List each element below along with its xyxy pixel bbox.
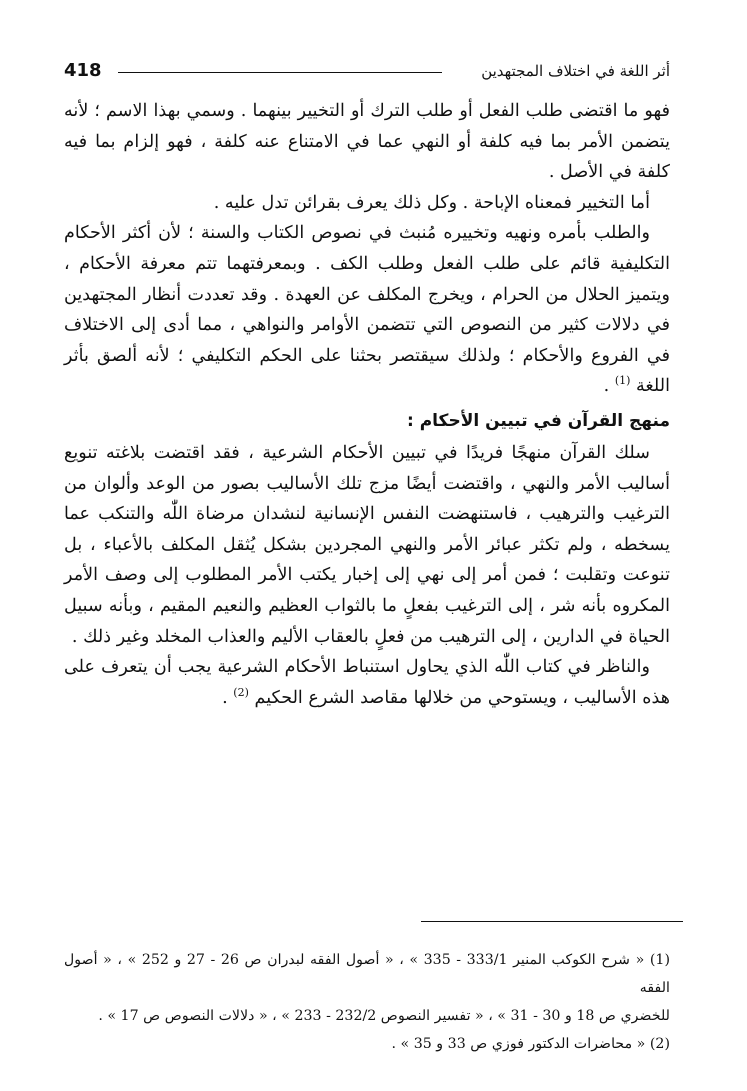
footnotes xyxy=(64,946,670,1058)
paragraph-4-text: سلك القرآن منهجًا فريدًا في تبيين الأحكام الشرعية ، فقد اقتضت بلاغته تنويع أساليب الأمر والنهي ، واقتضت أيضًا مزج تلك الأساليب بصور من الوعد وألوان من الترغيب والترهيب ، فاستنهضت النفس الإنسانية لنشدان مرضاة اللّٰه والتنكب عما يسخطه ، ولم تكثر عبائر الأمر والنهي المجردين بشكل يُثقل المكلف بالأعباء ، بل تنوعت وتقلبت ؛ فمن أمر إلى نهي إلى إخبار يكتب الأمر المطلوب إلى وصف الأمر المكروه بأنه شر ، إلى الترغيب بفعلٍ ما بالثواب العظيم والنعيم المقيم ، وبأنه سبيل الحياة في الدارين ، إلى الترهيب من فعلٍ بالعقاب الأليم والعذاب المخلد وغير ذلك . xyxy=(64,442,670,647)
footnote-1-line-1: (1) « شرح الكوكب المنير 333/1 - 335 » ، « أصول الفقه لبدران ص 26 - 27 و 252 » ، « أصول الفقه xyxy=(64,952,670,996)
body-text xyxy=(64,96,670,713)
header-rule xyxy=(118,72,442,73)
paragraph-3-end: . xyxy=(603,376,615,397)
paragraph-3-text: والطلب بأمره ونهيه وتخييره مُنبث في نصوص الكتاب والسنة ؛ لأن أكثر الأحكام التكليفية قائم على طلب الفعل وطلب الكف . وبمعرفتهما تتم معرفة الأحكام ، ويتميز الحلال من الحرام ، ويخرج المكلف عن العهدة . وقد تعددت أنظار المجتهدين في دلالات كثير من النصوص التي تتضمن الأوامر والنواهي ، مما أدى إلى الاختلاف في الفروع والأحكام ؛ ولذلك سيقتصر بحثنا على الحكم التكليفي ؛ لأنه ألصق بأثر اللغة xyxy=(64,223,670,397)
paragraph-5 xyxy=(64,652,670,713)
paragraph-3 xyxy=(64,218,670,402)
paragraph-2 xyxy=(64,188,670,219)
section-heading: منهج القرآن في تبيين الأحكام : xyxy=(407,410,670,431)
paragraph-4 xyxy=(64,438,670,652)
footnote-separator xyxy=(421,921,683,922)
footnote-2: (2) « محاضرات الدكتور فوزي ص 33 و 35 » . xyxy=(391,1036,670,1052)
paragraph-5-end: . xyxy=(222,687,234,708)
running-title: أثر اللغة في اختلاف المجتهدين xyxy=(481,62,670,80)
running-header xyxy=(64,58,670,86)
page-number: 418 xyxy=(64,60,102,81)
paragraph-1-text: فهو ما اقتضى طلب الفعل أو طلب الترك أو التخيير بينهما . وسمي بهذا الاسم ؛ لأنه يتضمن الأمر بما فيه كلفة أو النهي عما في الامتناع عنه كلفة ، فهو إلزام بما فيه كلفة في الأصل . xyxy=(64,101,670,183)
footnote-reference-2: (2) xyxy=(233,685,249,699)
paragraph-2-text: أما التخيير فمعناه الإباحة . وكل ذلك يعرف بقرائن تدل عليه . xyxy=(213,192,650,213)
paragraph-1 xyxy=(64,96,670,188)
paragraph-5-text: والناظر في كتاب اللّٰه الذي يحاول استنباط الأحكام الشرعية يجب أن يتعرف على هذه الأساليب ، ويستوحي من خلالها مقاصد الشرع الحكيم xyxy=(64,657,670,708)
footnote-reference-1: (1) xyxy=(614,374,631,388)
footnote-1-line-2: للخضري ص 18 و 30 - 31 » ، « تفسير النصوص 232/2 - 233 » ، « دلالات النصوص ص 17 » . xyxy=(98,1008,670,1024)
